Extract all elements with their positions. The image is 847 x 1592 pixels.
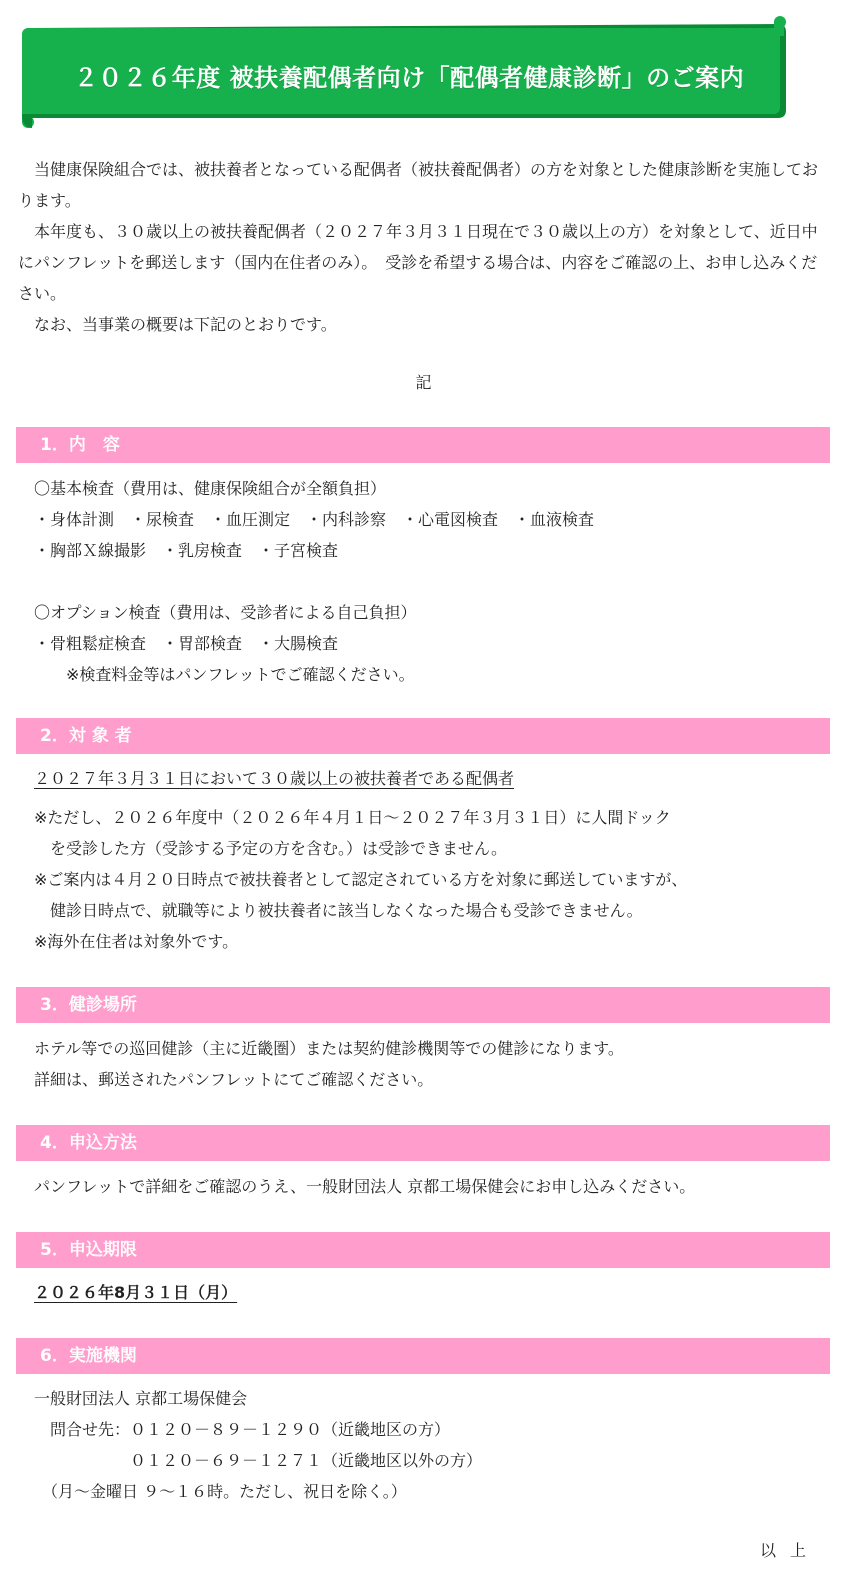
institution-line: 一般財団法人 京都工場保健会	[34, 1389, 248, 1408]
content-line: ※検査料金等はパンフレットでご確認ください。	[34, 665, 415, 684]
section-heading-application: 4．申込方法	[16, 1125, 830, 1161]
content-line: 〇オプション検査（費用は、受診者による自己負担）	[34, 603, 417, 622]
intro-text	[18, 154, 818, 340]
section-heading-deadline: 5．申込期限	[16, 1232, 830, 1268]
target-definition: ２０２７年３月３１日において３０歳以上の被扶養者である配偶者	[34, 769, 515, 788]
closing-mark: 以上	[760, 1541, 821, 1560]
application-line: パンフレットで詳細をご確認のうえ、一般財団法人 京都工場保健会にお申し込みください。	[34, 1177, 696, 1196]
location-line: ホテル等での巡回健診（主に近畿圏）または契約健診機関等での健診になります。	[34, 1039, 624, 1058]
page-title: ２０２６年度 被扶養配偶者向け「配偶者健康診断」のご案内	[73, 64, 745, 92]
target-note: を受診した方（受診する予定の方を含む。）は受診できません。	[34, 839, 507, 858]
location-line: 詳細は、郵送されたパンフレットにてご確認ください。	[34, 1070, 434, 1089]
content-line: ・胸部Ｘ線撮影 ・乳房検査 ・子宮検査	[34, 541, 339, 560]
section-institution-body	[34, 1383, 824, 1507]
section-target-body	[34, 763, 824, 957]
intro-paragraph: なお、当事業の概要は下記のとおりです。	[34, 315, 337, 334]
deadline-date: ２０２６年8月３１日（月）	[34, 1283, 238, 1302]
target-note: ※海外在住者は対象外です。	[34, 932, 239, 951]
content-line: ・骨粗鬆症検査 ・胃部検査 ・大腸検査	[34, 634, 339, 653]
ki-label: 記	[415, 373, 432, 392]
section-heading-institution: 6．実施機関	[16, 1338, 830, 1374]
target-note: 健診日時点で、就職等により被扶養者に該当しなくなった場合も受診できません。	[34, 901, 643, 920]
section-content-body	[34, 473, 824, 690]
content-line: ・身体計測 ・尿検査 ・血圧測定 ・内科診察 ・心電図検査 ・血液検査	[34, 510, 595, 529]
institution-line: 問合せ先：０１２０－８９－１２９０（近畿地区の方）	[34, 1420, 451, 1439]
content-line	[34, 566, 824, 597]
institution-line: （月～金曜日 ９～１６時。ただし、祝日を除く。）	[34, 1482, 407, 1501]
content-line: 〇基本検査（費用は、健康保険組合が全額負担）	[34, 479, 387, 498]
section-heading-target: 2．対 象 者	[16, 718, 830, 754]
section-application-body	[34, 1171, 824, 1202]
section-location-body	[34, 1033, 824, 1095]
target-note: ※ご案内は４月２０日時点で被扶養者として認定されている方を対象に郵送していますが、	[34, 870, 688, 889]
section-deadline-body	[34, 1277, 824, 1308]
title-banner	[18, 14, 800, 134]
section-heading-content: 1．内 容	[16, 427, 830, 463]
institution-line: ０１２０－６９－１２７１（近畿地区以外の方）	[34, 1451, 483, 1470]
section-heading-location: 3．健診場所	[16, 987, 830, 1023]
target-note: ※ただし、２０２６年度中（２０２６年４月１日～２０２７年３月３１日）に人間ドック	[34, 808, 671, 827]
intro-paragraph: 本年度も、３０歳以上の被扶養配偶者（２０２７年３月３１日現在で３０歳以上の方）を対象として、近日中にパンフレットを郵送します（国内在住者のみ）。 受診を希望する場合は、内容をご確認の上、お申し込みください。	[18, 222, 818, 303]
intro-paragraph: 当健康保険組合では、被扶養者となっている配偶者（被扶養配偶者）の方を対象とした健康診断を実施しております。	[18, 160, 819, 210]
